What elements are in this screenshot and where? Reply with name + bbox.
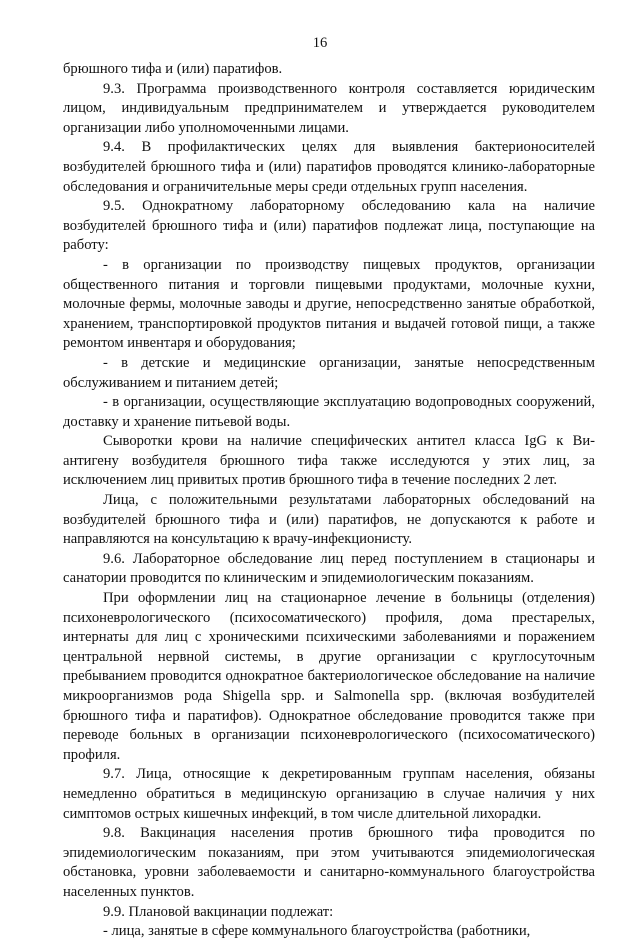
- paragraph-9-5: 9.5. Однократному лабораторному обследованию кала на наличие возбудителей брюшного тифа и (или) паратифов подлежат лица, поступающие на работу:: [63, 198, 595, 254]
- list-item-food-organizations: - в организации по производству пищевых продуктов, организации общественного питания и торговли пищевыми продуктами, молочные кухни, молочные фермы, молочные заводы и другие, непосредственно занятые обработкой, хранением, транспортировкой продуктов питания и выдачей готовой пищи, а также ремонтом инвентаря и оборудования;: [63, 256, 595, 352]
- paragraph-blood-serum: Сыворотки крови на наличие специфических антител класса IgG к Ви-антигену возбудителя брюшного тифа также исследуются у этих лиц, за исключением лиц привитых против брюшного тифа в течение последних 2 лет.: [63, 433, 595, 489]
- document-body: [63, 60, 595, 942]
- list-item-water-supply-organizations: - в организации, осуществляющие эксплуатацию водопроводных сооружений, доставку и хранение питьевой воды.: [63, 394, 595, 430]
- paragraph-inpatient-registration: При оформлении лиц на стационарное лечение в больницы (отделения) психоневрологического (психосоматического) профиля, дома престарелых, интернаты для лиц с хроническими психическими заболеваниями и поражением центральной нервной системы, в другие организации с круглосуточным пребыванием проводится однократное бактериологическое обследование на наличие микроорганизмов рода Shigella spp. и Salmonella spp. (включая возбудителей брюшного тифа и паратифов). Однократное обследование проводится также при переводе больных в организации психоневрологического (психосоматического) профиля.: [63, 590, 595, 763]
- paragraph-9-6: 9.6. Лабораторное обследование лиц перед поступлением в стационары и санатории проводится по клиническим и эпидемиологическим показаниям.: [63, 550, 595, 587]
- paragraph-9-9: 9.9. Плановой вакцинации подлежат:: [103, 903, 334, 920]
- list-item-communal-workers: - лица, занятые в сфере коммунального благоустройства (работники,: [103, 923, 531, 940]
- paragraph-9-4: 9.4. В профилактических целях для выявления бактерионосителей возбудителей брюшного тифа и (или) паратифов проводятся клинико-лабораторные обследования и ограничительные меры среди отдельных групп населения.: [63, 139, 595, 195]
- paragraph-9-7: 9.7. Лица, относящие к декретированным группам населения, обязаны немедленно обратиться в медицинскую организацию в случае наличия у них симптомов острых кишечных инфекций, в том числе длительной лихорадки.: [63, 766, 595, 822]
- paragraph-continuation: брюшного тифа и (или) паратифов.: [63, 61, 283, 77]
- page-number: 16: [312, 35, 328, 51]
- paragraph-positive-results: Лица, с положительными результатами лабораторных обследований на возбудителей брюшного тифа и (или) паратифов, не допускаются к работе и направляются на консультацию к врачу-инфекционисту.: [63, 492, 595, 548]
- list-item-child-medical-organizations: - в детские и медицинские организации, занятые непосредственным обслуживанием и питанием детей;: [63, 354, 595, 391]
- paragraph-9-8: 9.8. Вакцинация населения против брюшного тифа проводится по эпидемиологическим показаниям, при этом учитываются эпидемиологическая обстановка, уровни заболеваемости и санитарно-коммунального благоустройства населенных пунктов.: [63, 825, 595, 900]
- paragraph-9-3: 9.3. Программа производственного контроля составляется юридическим лицом, индивидуальным предпринимателем и утверждается руководителем организации либо уполномоченными лицами.: [63, 80, 595, 136]
